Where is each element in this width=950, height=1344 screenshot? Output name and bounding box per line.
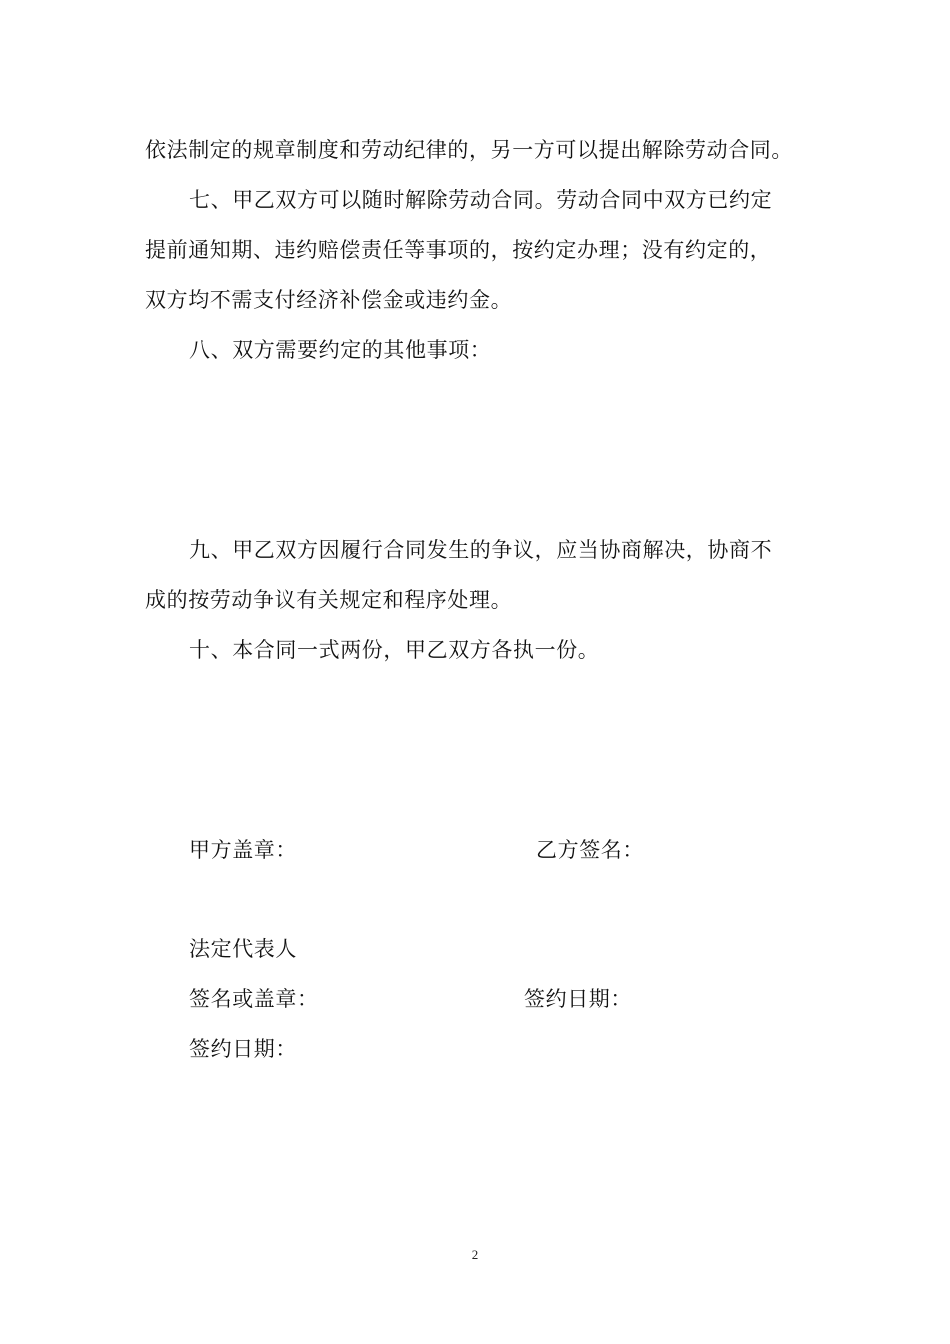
clause-8: 八、双方需要约定的其他事项： — [189, 338, 492, 362]
clause-7-line-3: 双方均不需支付经济补偿金或违约金。 — [145, 288, 513, 312]
clause-9-line-1: 九、甲乙双方因履行合同发生的争议，应当协商解决，协商不 — [189, 538, 773, 562]
party-a-date-label: 签约日期： — [189, 1037, 297, 1061]
legal-representative-label: 法定代表人 — [189, 937, 297, 961]
party-a-seal-label: 甲方盖章： — [189, 838, 297, 862]
page-number: 2 — [471, 1247, 479, 1262]
party-b-signature-label: 乙方签名： — [536, 838, 644, 862]
sign-or-seal-label: 签名或盖章： — [189, 987, 319, 1011]
paragraph-6-continued: 依法制定的规章制度和劳动纪律的，另一方可以提出解除劳动合同。 — [145, 138, 793, 162]
party-b-date-label: 签约日期： — [524, 987, 632, 1011]
clause-7-line-2: 提前通知期、违约赔偿责任等事项的，按约定办理；没有约定的， — [145, 238, 772, 262]
clause-7-line-1: 七、甲乙双方可以随时解除劳动合同。劳动合同中双方已约定 — [189, 188, 773, 212]
clause-9-line-2: 成的按劳动争议有关规定和程序处理。 — [145, 588, 513, 612]
clause-10: 十、本合同一式两份，甲乙双方各执一份。 — [189, 638, 600, 662]
